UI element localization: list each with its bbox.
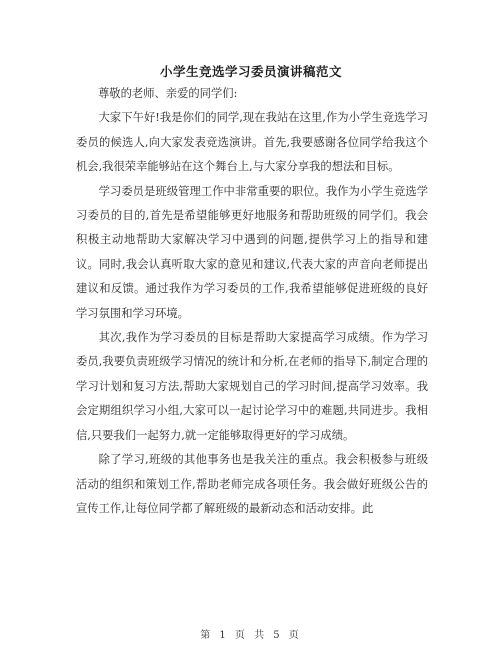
document-title: 小学生竞选学习委员演讲稿范文 [159,64,342,79]
salutation: 尊敬的老师、亲爱的同学们: [98,87,238,100]
paragraph: 学习委员是班级管理工作中非常重要的职位。我作为小学生竞选学习委员的目的,首先是希望能够更好地服务和帮助班级的同学们。我会积极主动地帮助大家解决学习中遇到的问题,提供学习上的指导和建议。同时,我会认真听取大家的意见和建议,代表大家的声音向老师提出建议和反馈。通过我作为学习委员的工作,我希望能够促进班级的良好学习氛围和学习环境。 [76,184,428,320]
document-body [76,82,428,521]
page-indicator: 第 1 页 共 5 页 [200,630,302,641]
paragraph: 除了学习,班级的其他事务也是我关注的重点。我会积极参与班级活动的组织和策划工作,帮助老师完成各项任务。我会做好班级公告的宣传工作,让每位同学都了解班级的最新动态和活动安排。此 [76,453,428,515]
paragraph: 大家下午好!我是你们的同学,现在我站在这里,作为小学生竞选学习委员的候选人,向大家发表竞选演讲。首先,我要感谢各位同学给我这个机会,我很荣幸能够站在这个舞台上,与大家分享我的想法和目标。 [76,111,428,174]
paragraph: 其次,我作为学习委员的目标是帮助大家提高学习成绩。作为学习委员,我要负责班级学习情况的统计和分析,在老师的指导下,制定合理的学习计划和复习方法,帮助大家规划自己的学习时间,提高学习效率。我会定期组织学习小组,大家可以一起讨论学习中的难题,共同进步。我相信,只要我们一起努力,就一定能够取得更好的学习成绩。 [76,331,428,442]
